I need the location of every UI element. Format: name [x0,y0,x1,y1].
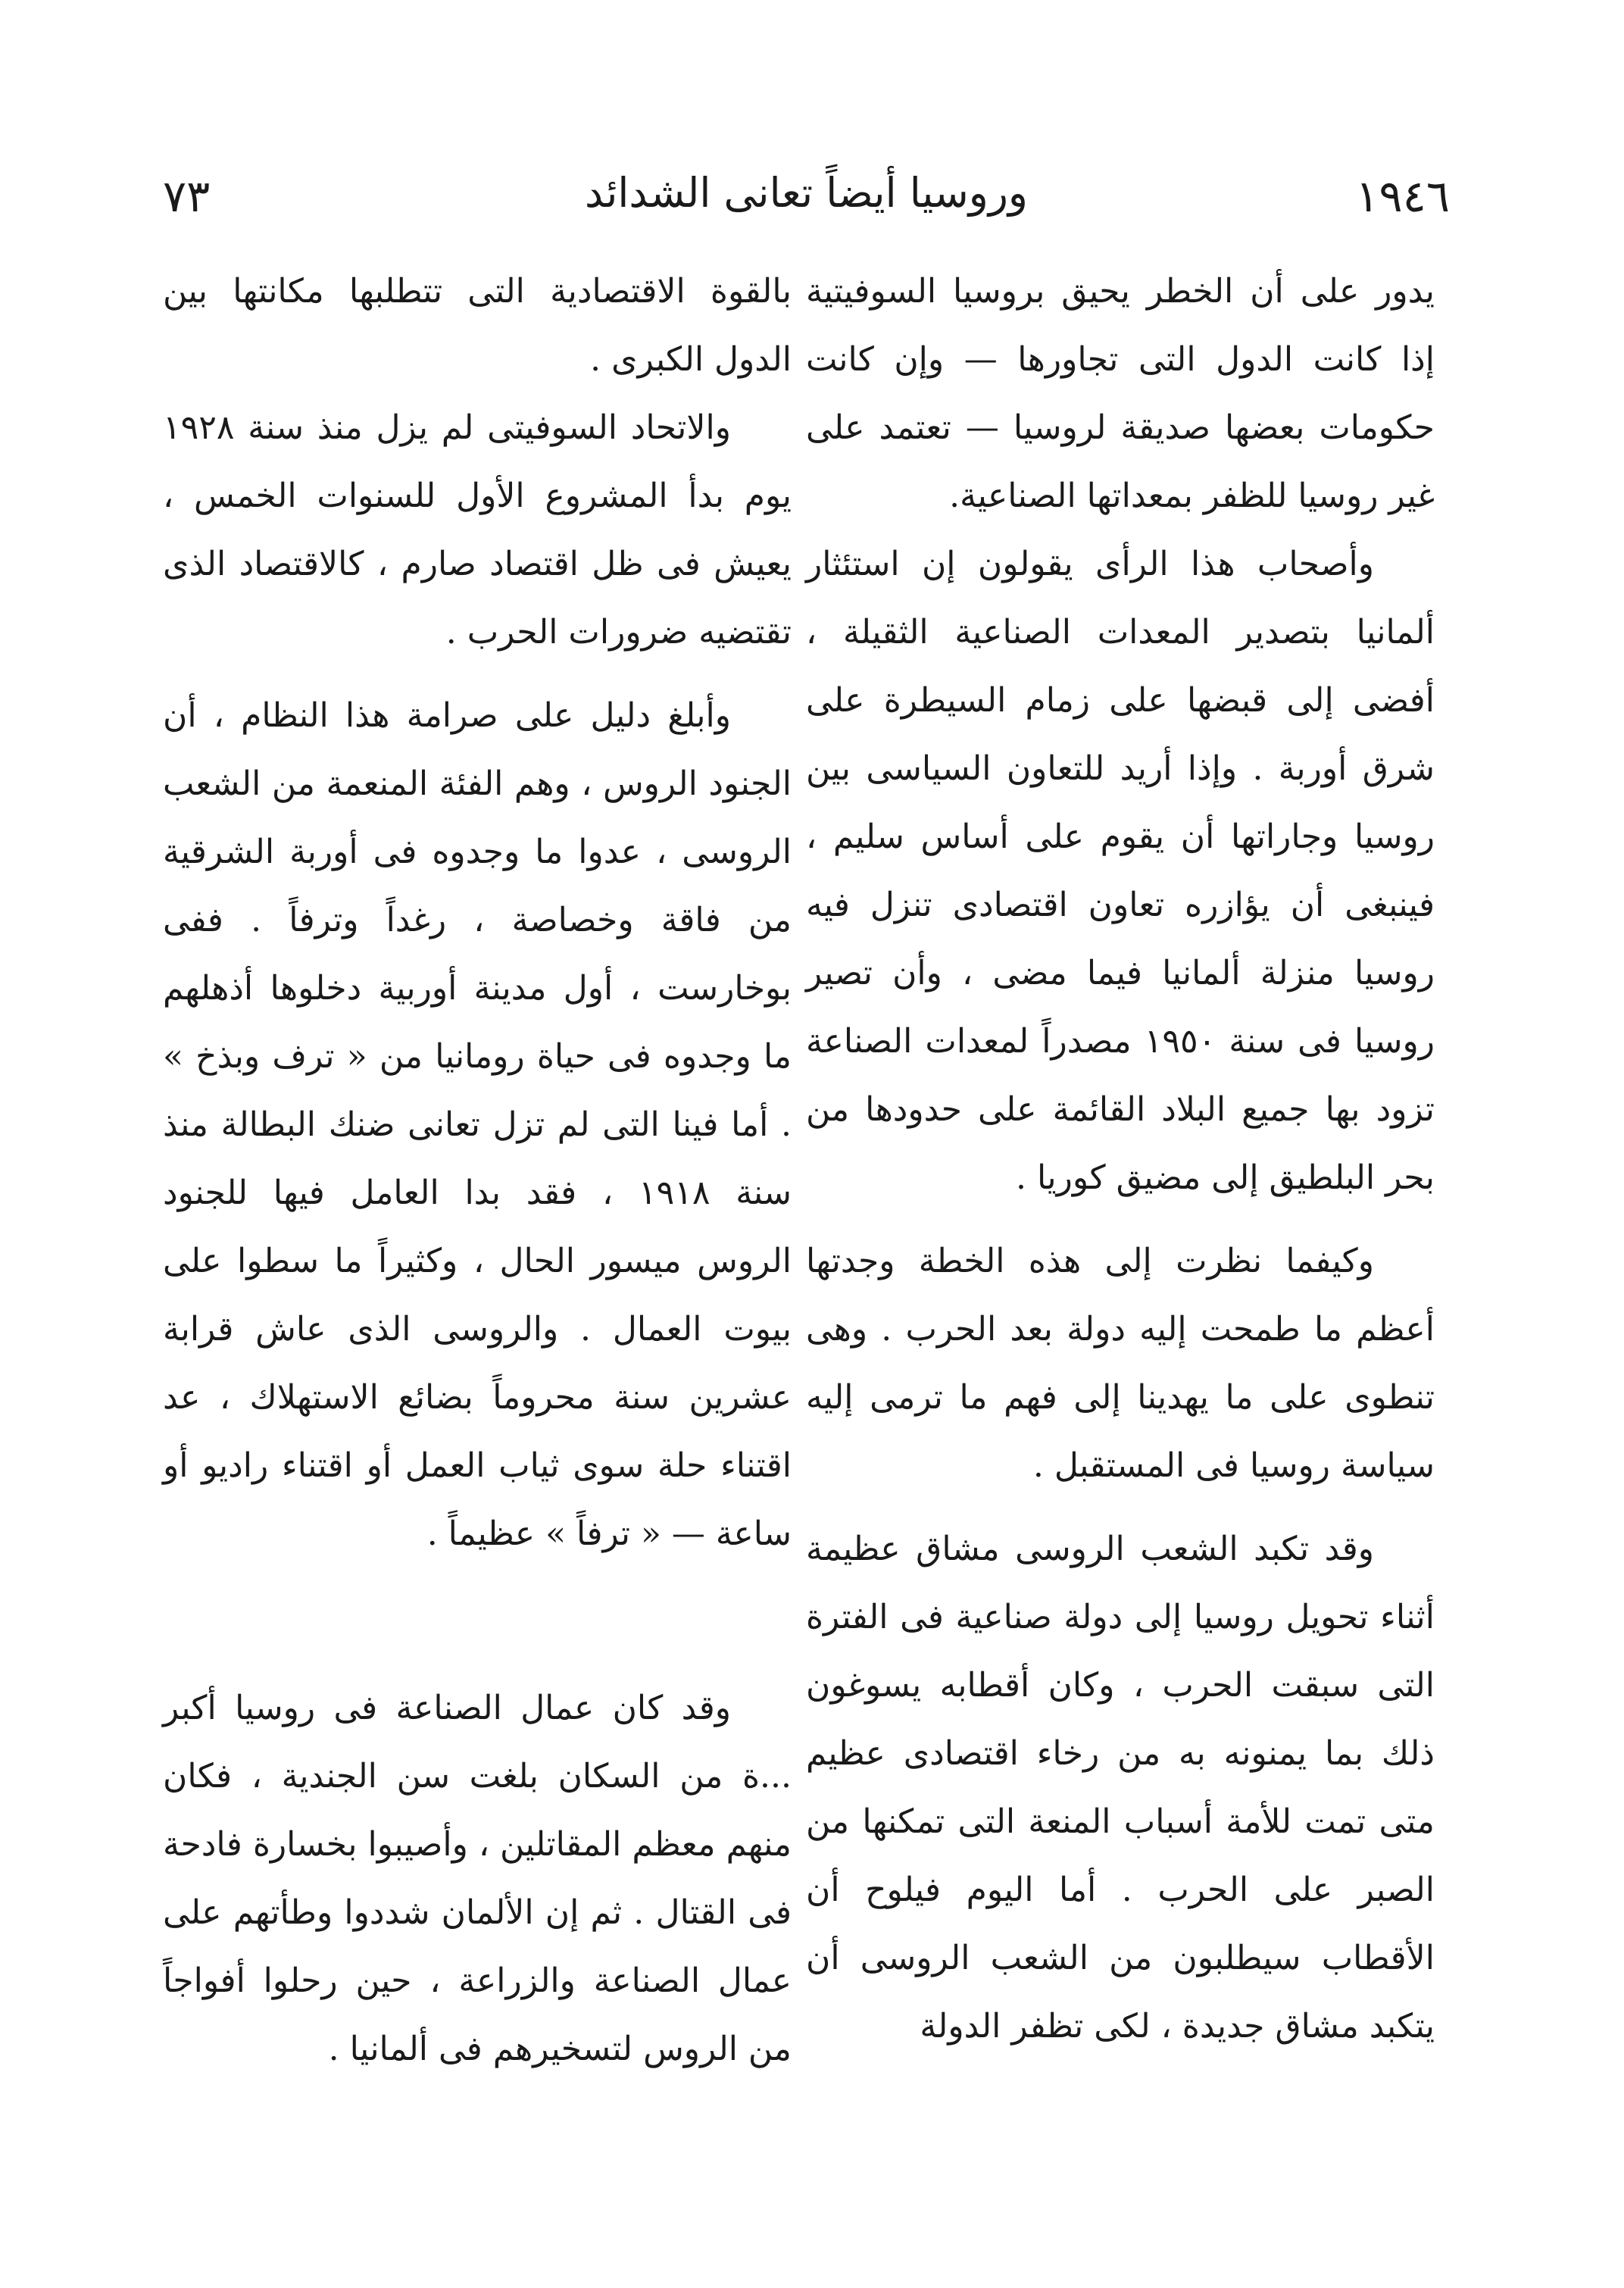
paragraph: وقد تكبد الشعب الروسى مشاق عظيمة أثناء تحويل روسيا إلى دولة صناعية فى الفترة التى سبقت الحرب ، وكان أقطابه يسوغون ذلك بما يمنونه به من رخاء اقتصادى عظيم متى تمت للأمة أسباب المنعة التى تمكنها من الصبر على الحرب . أما اليوم فيلوح أن الأقطاب سيطلبون من الشعب الروسى أن يتكبد مشاق جديدة ، لكى تظفر الدولة [806,1530,1435,2046]
right-column [806,258,1435,2167]
paragraph: بالقوة الاقتصادية التى تتطلبها مكانتها بين الدول الكبرى . [163,272,792,379]
page-number: ٧٣ [163,170,211,222]
running-title: وروسيا أيضاً تعانى الشدائد [585,169,1028,217]
left-column [163,258,792,2167]
paragraph: والاتحاد السوفيتى لم يزل منذ سنة ١٩٢٨ يوم بدأ المشروع الأول للسنوات الخمس ، يعيش فى ظل اقتصاد صارم ، كالاقتصاد الذى تقتضيه ضرورات الحرب . [163,408,792,652]
paragraph: وقد كان عمال الصناعة فى روسيا أكبر ...ة من السكان بلغت سن الجندية ، فكان منهم معظم المقاتلين ، وأصيبوا بخسارة فادحة فى القتال . ثم إن الألمان شددوا وطأتهم على عمال الصناعة والزراعة ، حين رحلوا أفواجاً من الروس لتسخيرهم فى ألمانيا . [163,1689,792,2068]
header-year: ١٩٤٦ [1355,170,1450,222]
paragraph: وأبلغ دليل على صرامة هذا النظام ، أن الجنود الروس ، وهم الفئة المنعمة من الشعب الروسى ، عدوا ما وجدوه فى أوربة الشرقية من فاقة وخصاصة ، رغداً وترفاً . ففى بوخارست ، أول مدينة أوربية دخلوها أذهلهم ما وجدوه فى حياة رومانيا من « ترف وبذخ » . أما فينا التى لم تزل تعانى ضنك البطالة منذ سنة ١٩١٨ ، فقد بدا العامل فيها للجنود الروس ميسور الحال ، وكثيراً ما سطوا على بيوت العمال . والروسى الذى عاش قرابة عشرين سنة محروماً بضائع الاستهلاك ، عد اقتناء حلة سوى ثياب العمل أو اقتناء راديو أو ساعة — « ترفاً » عظيماً . [163,696,792,1553]
paragraph: يدور على أن الخطر يحيق بروسيا السوفيتية إذا كانت الدول التى تجاورها — وإن كانت حكومات بعضها صديقة لروسيا — تعتمد على غير روسيا للظفر بمعداتها الصناعية. [806,272,1435,515]
page-header [163,155,1450,223]
paragraph: وأصحاب هذا الرأى يقولون إن استئثار ألمانيا بتصدير المعدات الصناعية الثقيلة ، أفضى إلى قبضها على زمام السيطرة على شرق أوربة . وإذا أريد للتعاون السياسى بين روسيا وجاراتها أن يقوم على أساس سليم ، فينبغى أن يؤازره تعاون اقتصادى تنزل فيه روسيا منزلة ألمانيا فيما مضى ، وأن تصير روسيا فى سنة ١٩٥٠ مصدراً لمعدات الصناعة تزود بها جميع البلاد القائمة على حدودها من بحر البلطيق إلى مضيق كوريا . [806,545,1435,1197]
paragraph: وكيفما نظرت إلى هذه الخطة وجدتها أعظم ما طمحت إليه دولة بعد الحرب . وهى تنطوى على ما يهدينا إلى فهم ما ترمى إليه سياسة روسيا فى المستقبل . [806,1242,1435,1485]
